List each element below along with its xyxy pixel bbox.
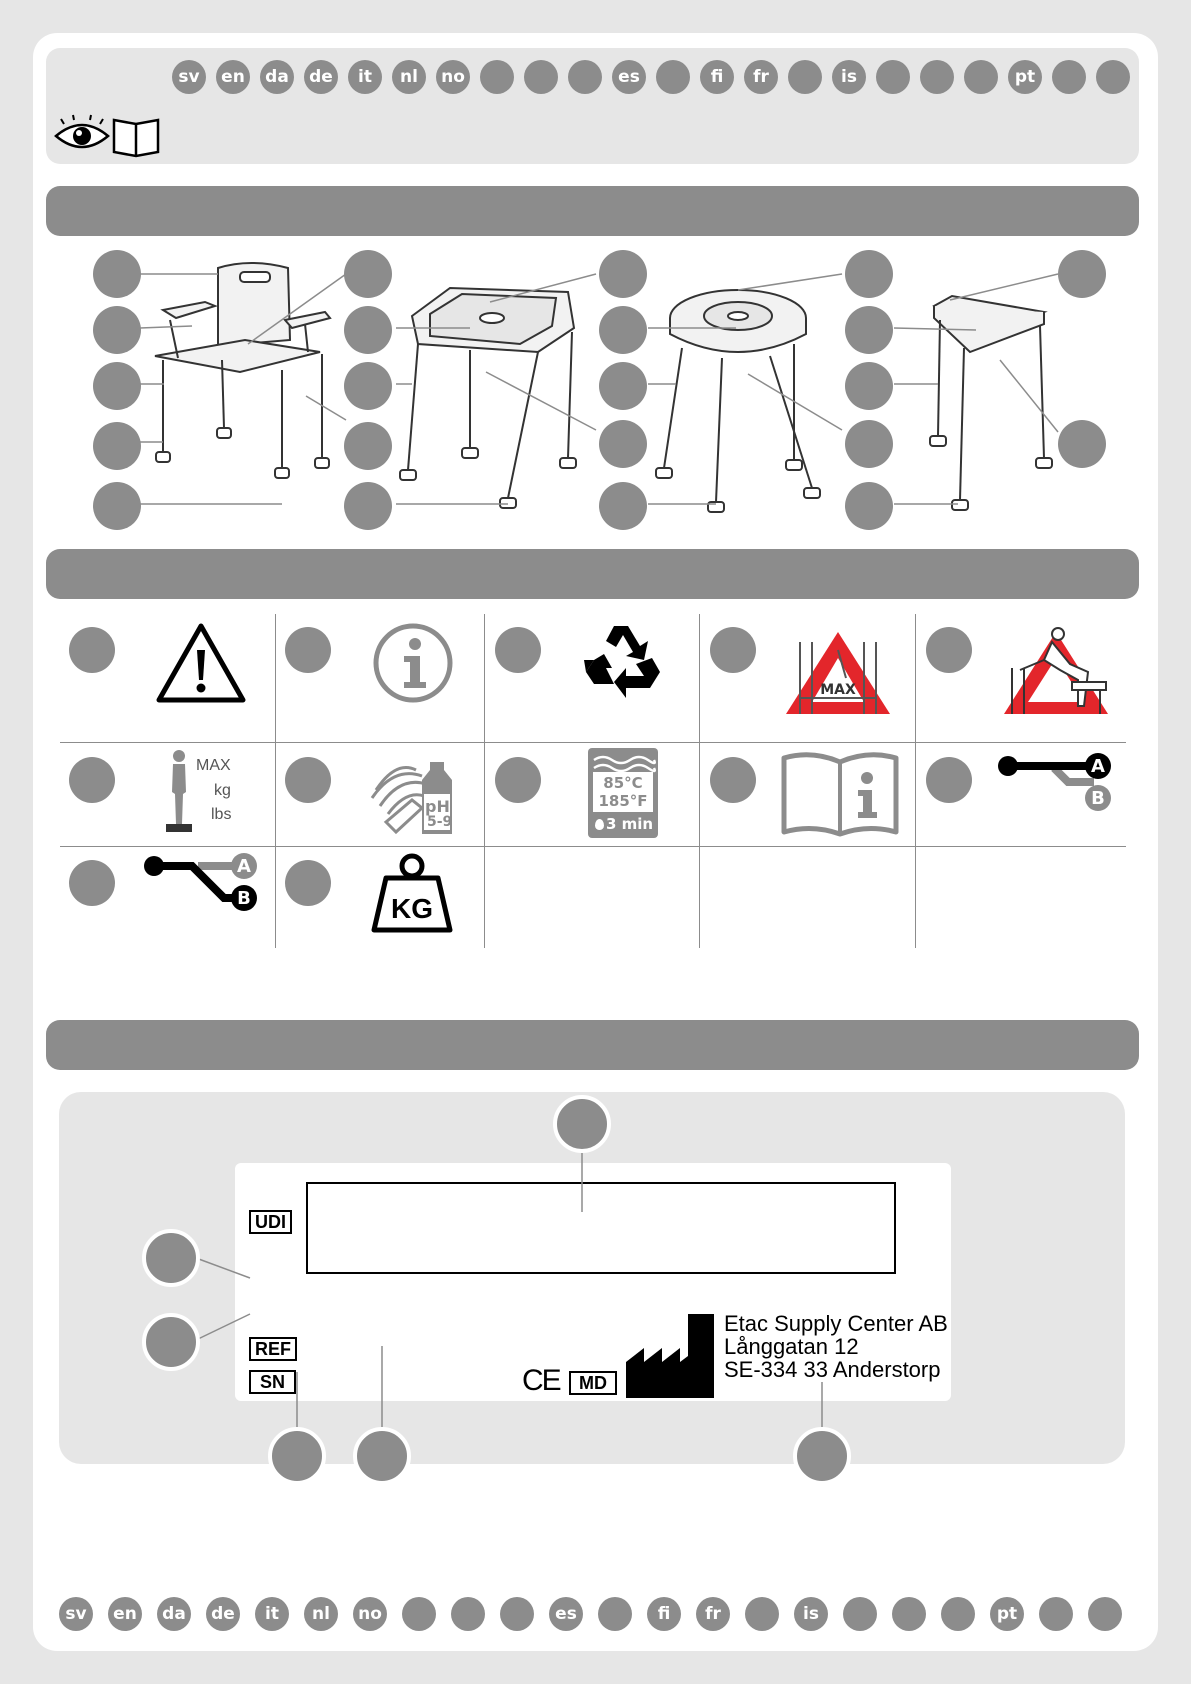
top-lang-empty-7[interactable] <box>480 60 514 94</box>
top-lang-en[interactable]: en <box>216 60 250 94</box>
top-lang-empty-17[interactable] <box>920 60 954 94</box>
bottom-lang-empty-17[interactable] <box>892 1597 926 1631</box>
max-user-weight-icon <box>164 748 194 840</box>
max-weight-max-label: MAX <box>196 757 231 774</box>
top-lang-empty-11[interactable] <box>656 60 690 94</box>
language-selector-top <box>172 60 1130 94</box>
shower-chair-illustration <box>155 263 330 478</box>
info-icon <box>372 622 454 708</box>
symbol-callout-9 <box>710 757 756 803</box>
bottom-lang-empty-11[interactable] <box>598 1597 632 1631</box>
top-lang-empty-14[interactable] <box>788 60 822 94</box>
path-a-to-b-icon <box>998 750 1116 816</box>
symbol-callout-8 <box>495 757 541 803</box>
top-lang-pt[interactable]: pt <box>1008 60 1042 94</box>
bottom-lang-empty-16[interactable] <box>843 1597 877 1631</box>
read-manual-icon <box>54 116 164 160</box>
recycle-icon <box>584 620 668 706</box>
top-lang-de[interactable]: de <box>304 60 338 94</box>
path-a-label: A <box>1091 756 1105 777</box>
section-bar-products <box>46 186 1139 236</box>
wash-temperature-icon <box>588 748 658 838</box>
book-icon <box>114 120 158 156</box>
label-callouts <box>0 1090 1191 1494</box>
top-lang-is[interactable]: is <box>832 60 866 94</box>
weight-kg-icon <box>370 852 454 938</box>
symbol-callout-10 <box>926 757 972 803</box>
manufacturer-city: SE-334 33 Anderstorp <box>724 1357 941 1382</box>
bottom-lang-empty-18[interactable] <box>941 1597 975 1631</box>
bottom-lang-it[interactable]: it <box>255 1597 289 1631</box>
language-selector-bottom <box>59 1597 1122 1631</box>
wash-temp-f: 185°F <box>598 792 648 810</box>
bottom-lang-pt[interactable]: pt <box>990 1597 1024 1631</box>
manual-info-icon <box>780 750 900 840</box>
top-lang-no[interactable]: no <box>436 60 470 94</box>
symbol-callout-1 <box>69 627 115 673</box>
top-lang-empty-9[interactable] <box>568 60 602 94</box>
square-stool-illustration <box>400 288 576 508</box>
products-illustration <box>0 240 1191 540</box>
top-lang-empty-20[interactable] <box>1052 60 1086 94</box>
md-symbol: MD <box>569 1371 617 1395</box>
max-load-warning-icon <box>782 628 894 722</box>
warning-icon <box>155 622 247 708</box>
eye-icon <box>56 115 108 147</box>
path-b-label-2: B <box>237 888 251 909</box>
top-lang-empty-18[interactable] <box>964 60 998 94</box>
bottom-lang-empty-7[interactable] <box>402 1597 436 1631</box>
top-lang-empty-16[interactable] <box>876 60 910 94</box>
path-b-to-a-icon <box>144 852 262 918</box>
bottom-lang-es[interactable]: es <box>549 1597 583 1631</box>
sn-symbol: SN <box>249 1370 296 1394</box>
max-load-label: MAX <box>820 682 856 698</box>
flame-icon <box>595 819 604 830</box>
round-stool-illustration <box>656 290 820 512</box>
symbol-callout-3 <box>495 627 541 673</box>
max-weight-lbs-label: lbs <box>211 806 232 823</box>
ph-label: pH <box>425 797 450 816</box>
bottom-lang-fi[interactable]: fi <box>647 1597 681 1631</box>
bottom-lang-empty-20[interactable] <box>1039 1597 1073 1631</box>
tipping-warning-icon <box>1000 624 1112 722</box>
manufacturer-name: Etac Supply Center AB <box>724 1311 948 1336</box>
ph-range: 5-9 <box>427 814 453 830</box>
bottom-lang-empty-21[interactable] <box>1088 1597 1122 1631</box>
top-lang-sv[interactable]: sv <box>172 60 206 94</box>
top-lang-da[interactable]: da <box>260 60 294 94</box>
path-b-label: B <box>1091 788 1105 809</box>
symbol-callout-12 <box>285 860 331 906</box>
wash-time: 3 min <box>606 815 654 833</box>
top-lang-empty-21[interactable] <box>1096 60 1130 94</box>
symbol-callout-6 <box>69 757 115 803</box>
bottom-lang-empty-8[interactable] <box>451 1597 485 1631</box>
path-a-label-2: A <box>237 856 251 877</box>
section-bar-symbols <box>46 549 1139 599</box>
section-bar-label <box>46 1020 1139 1070</box>
bottom-lang-sv[interactable]: sv <box>59 1597 93 1631</box>
kg-label: KG <box>391 893 433 924</box>
bottom-lang-en[interactable]: en <box>108 1597 142 1631</box>
bottom-lang-fr[interactable]: fr <box>696 1597 730 1631</box>
top-lang-empty-8[interactable] <box>524 60 558 94</box>
bottom-lang-da[interactable]: da <box>157 1597 191 1631</box>
symbol-callout-2 <box>285 627 331 673</box>
symbol-callout-11 <box>69 860 115 906</box>
manufacturer-street: Långgatan 12 <box>724 1334 859 1359</box>
bottom-lang-empty-9[interactable] <box>500 1597 534 1631</box>
wash-temp-c: 85°C <box>603 774 643 792</box>
bottom-lang-is[interactable]: is <box>794 1597 828 1631</box>
top-lang-it[interactable]: it <box>348 60 382 94</box>
symbol-callout-5 <box>926 627 972 673</box>
top-lang-es[interactable]: es <box>612 60 646 94</box>
bottom-lang-de[interactable]: de <box>206 1597 240 1631</box>
top-lang-fr[interactable]: fr <box>744 60 778 94</box>
bottom-lang-empty-14[interactable] <box>745 1597 779 1631</box>
udi-symbol: UDI <box>249 1210 292 1234</box>
ref-symbol: REF <box>249 1337 297 1361</box>
bottom-lang-no[interactable]: no <box>353 1597 387 1631</box>
symbol-callout-7 <box>285 757 331 803</box>
symbol-callout-4 <box>710 627 756 673</box>
bottom-lang-nl[interactable]: nl <box>304 1597 338 1631</box>
top-lang-nl[interactable]: nl <box>392 60 426 94</box>
ce-mark: CE <box>522 1364 560 1397</box>
max-weight-kg-label: kg <box>214 782 231 799</box>
top-lang-fi[interactable]: fi <box>700 60 734 94</box>
